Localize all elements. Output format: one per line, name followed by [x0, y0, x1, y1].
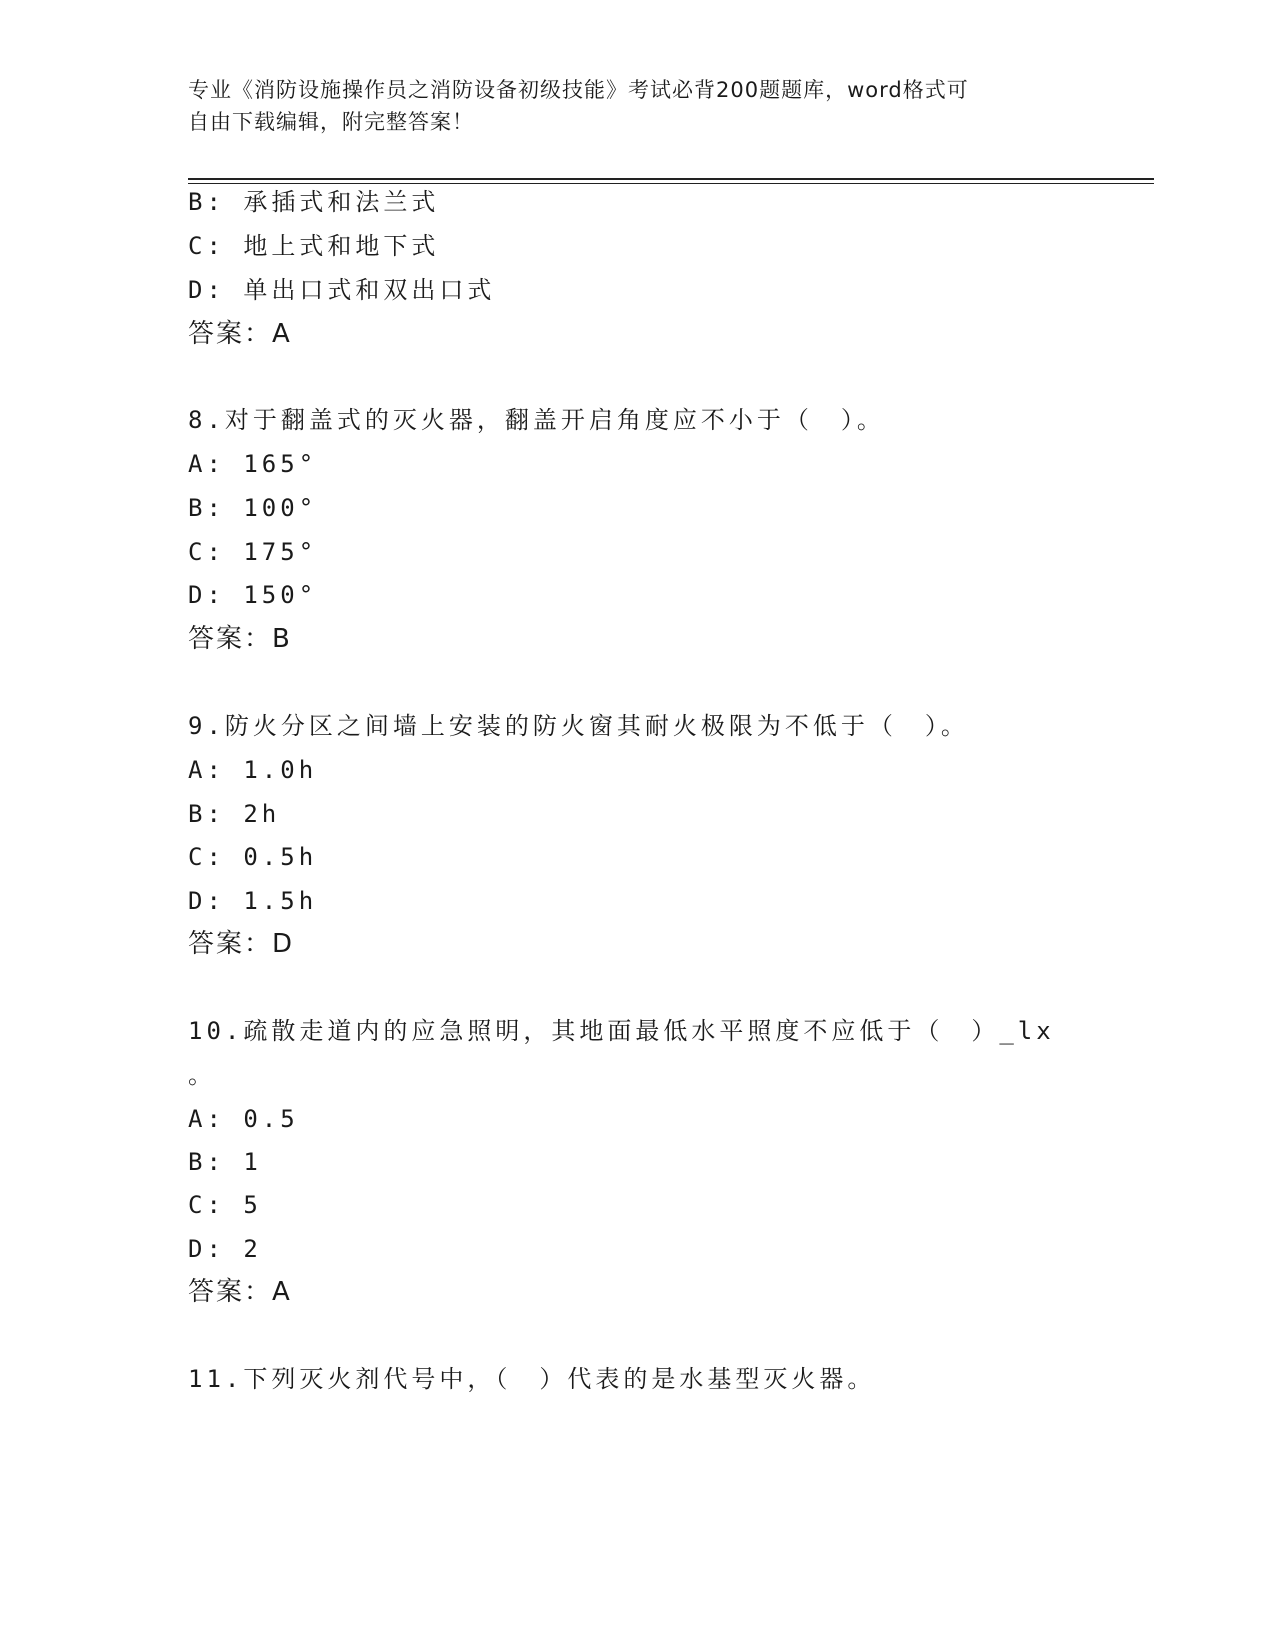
q11-question: 11.下列灭火剂代号中，（ ）代表的是水基型灭火器。	[188, 1365, 876, 1393]
q8-question: 8.对于翻盖式的灭火器，翻盖开启角度应不小于（ ）。	[188, 406, 885, 434]
q7-option-c: C: 地上式和地下式	[188, 232, 440, 260]
q8-option-a: A: 165°	[188, 450, 318, 478]
header-title-line1: 专业《消防设施操作员之消防设备初级技能》考试必背200题题库，word格式可	[188, 78, 969, 102]
q9-option-d: D: 1.5h	[188, 887, 318, 915]
header-title-line2: 自由下载编辑，附完整答案！	[188, 110, 474, 134]
q9-option-a: A: 1.0h	[188, 756, 318, 784]
q10-option-c: C: 5	[188, 1191, 262, 1219]
q7-option-b: B: 承插式和法兰式	[188, 188, 440, 216]
q7-option-d: D: 单出口式和双出口式	[188, 276, 496, 304]
header-divider-thick	[188, 178, 1154, 180]
q10-option-a: A: 0.5	[188, 1105, 299, 1133]
header-divider-thin	[188, 183, 1154, 184]
q10-option-d: D: 2	[188, 1235, 262, 1263]
q10-question-continuation: 。	[188, 1061, 216, 1089]
q9-answer: 答案：D	[188, 929, 295, 959]
q8-option-c: C: 175°	[188, 538, 318, 566]
q10-answer: 答案：A	[188, 1277, 292, 1307]
q10-question: 10.疏散走道内的应急照明，其地面最低水平照度不应低于（ ）_lx	[188, 1017, 1055, 1045]
q8-option-b: B: 100°	[188, 494, 318, 522]
q9-option-b: B: 2h	[188, 800, 281, 828]
document-header	[188, 74, 1068, 138]
q8-answer: 答案：B	[188, 624, 292, 654]
q7-answer: 答案：A	[188, 319, 292, 349]
q10-option-b: B: 1	[188, 1148, 262, 1176]
q9-question: 9.防火分区之间墙上安装的防火窗其耐火极限为不低于（ ）。	[188, 712, 969, 740]
q9-option-c: C: 0.5h	[188, 843, 318, 871]
q8-option-d: D: 150°	[188, 581, 318, 609]
